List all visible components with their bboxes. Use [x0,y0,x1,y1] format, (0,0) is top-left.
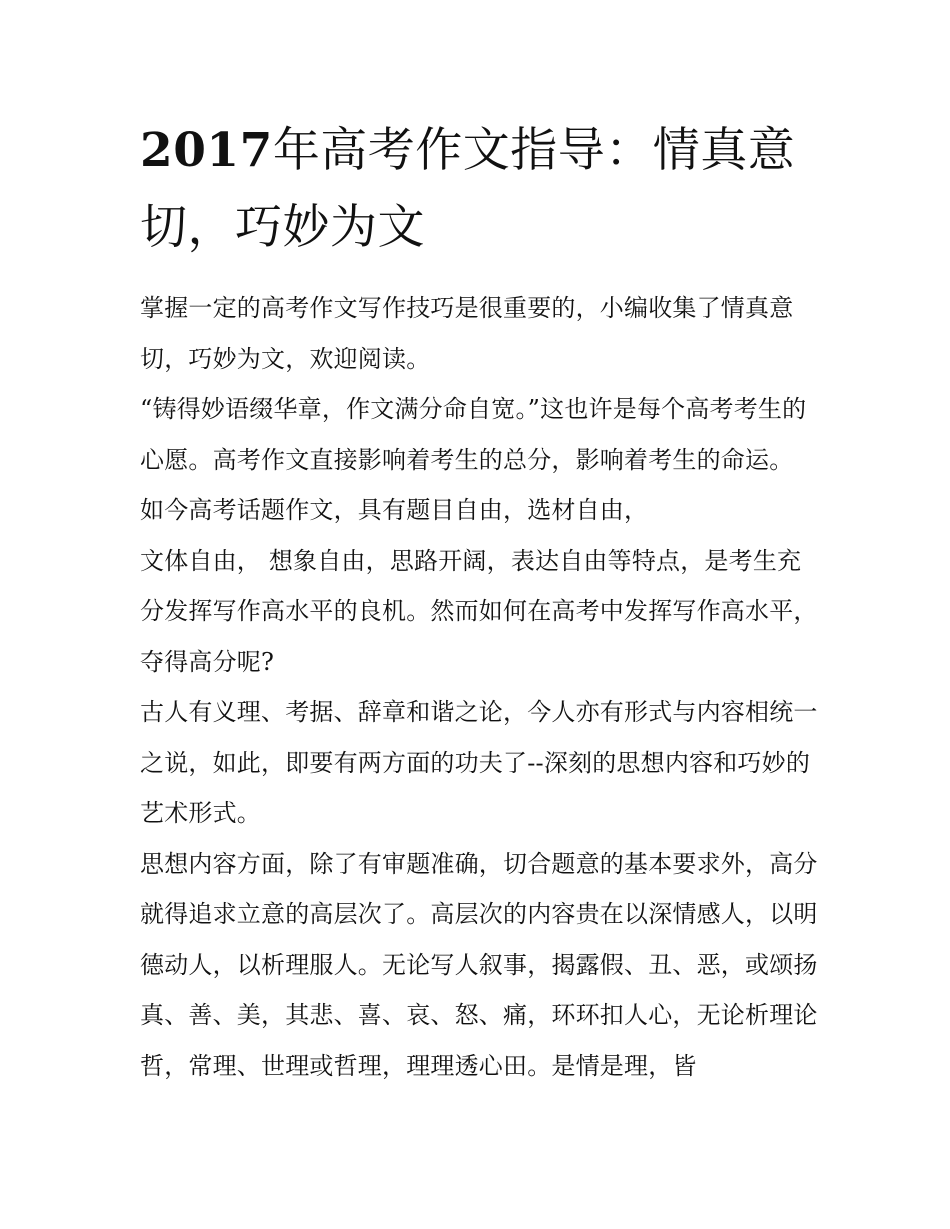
paragraph-theory: 古人有义理、考据、辞章和谐之论，今人亦有形式与内容相统一之说，如此，即要有两方面的功夫了--深刻的思想内容和巧妙的艺术形式。 [140,698,818,827]
article-body [140,112,820,1091]
paragraph-quote: “铸得妙语缀华章，作文满分命自宽。”这也许是每个高考考生的心愿。高考作文直接影响着考生的总分，影响着考生的命运。 如今高考话题作文，具有题目自由，选材自由， [140,395,807,524]
title-year: 2017 [140,123,273,178]
title-text: 年高考作文指导：情真意切，巧妙为文 [140,123,796,255]
paragraph-features: 文体自由， 想象自由，思路开阔，表达自由等特点，是考生充分发挥写作高水平的良机。然而如何在高考中发挥写作高水平，夺得高分呢? [140,546,818,676]
paragraph-intro: 掌握一定的高考作文写作技巧是很重要的，小编收集了情真意切，巧妙为文，欢迎阅读。 [140,294,794,373]
paragraph-content: 思想内容方面，除了有审题准确，切合题意的基本要求外，高分就得追求立意的高层次了。高层次的内容贵在以深情感人，以明德动人，以析理服人。无论写人叙事，揭露假、丑、恶，或颂扬真、善、美，其悲、喜、哀、怒、痛，环环扣人心，无论析理论哲，常理、世理或哲理，理理透心田。是情是理，皆 [140,849,818,1080]
article-title [140,112,820,266]
